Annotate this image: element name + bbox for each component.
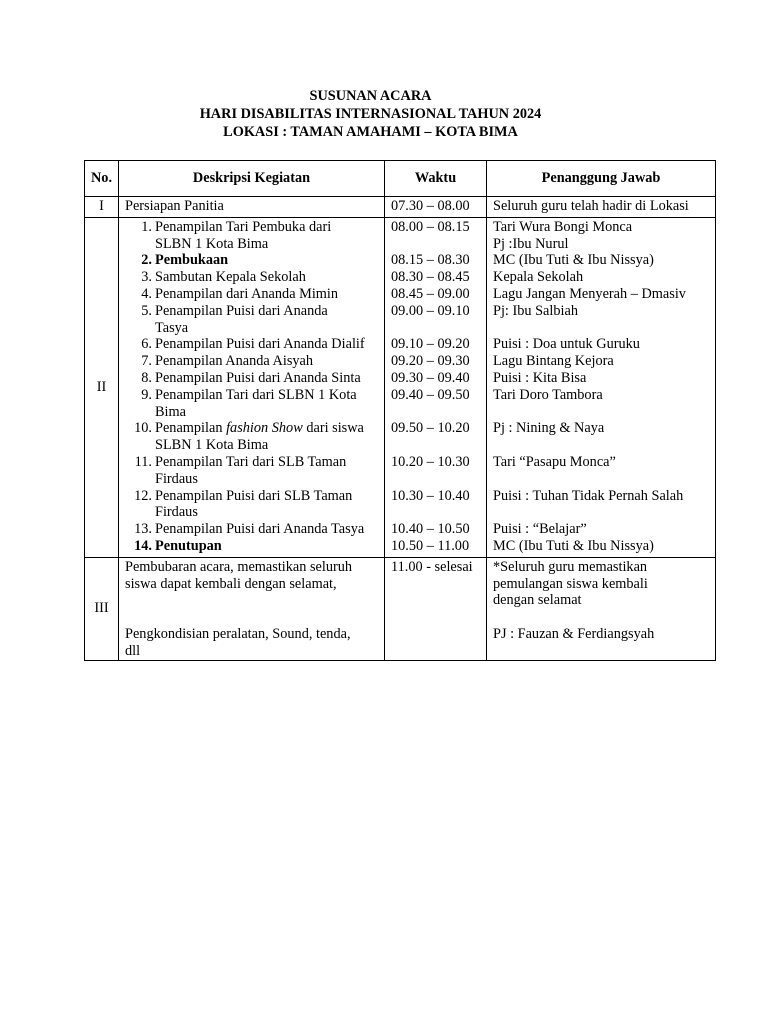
- title-line-2: HARI DISABILITAS INTERNASIONAL TAHUN 2024: [199, 106, 542, 122]
- row-number: III: [85, 557, 119, 660]
- list-item: 6. Penampilan Puisi dari Ananda Dialif: [141, 336, 365, 353]
- activity-text: Persiapan Panitia: [125, 198, 224, 214]
- header-waktu: Waktu: [385, 161, 487, 197]
- list-item: 11. Penampilan Tari dari SLB Taman Firdaus: [134, 453, 347, 487]
- pj-text: Pj: Ibu Salbiah: [493, 302, 578, 319]
- time-text: 09.20 – 09.30: [391, 353, 470, 370]
- time-text: 09.10 – 09.20: [391, 336, 470, 353]
- list-item: 3. Sambutan Kepala Sekolah: [141, 269, 306, 286]
- time-text: 10.50 – 11.00: [391, 537, 470, 554]
- time-text: 09.00 – 09.10: [391, 302, 470, 319]
- activity-text: Pembubaran acara, memastikan seluruh: [125, 558, 353, 575]
- list-item: 1. Penampilan Tari Pembuka dari SLBN 1 Kota Bima: [141, 218, 332, 252]
- time-text: 10.30 – 10.40: [391, 487, 470, 504]
- row-number: II: [85, 217, 119, 557]
- list-item: 9. Penampilan Tari dari SLBN 1 Kota Bima: [141, 386, 357, 420]
- pj-text: Puisi : Tuhan Tidak Pernah Salah: [493, 487, 684, 504]
- list-item: 14. Penutupan: [134, 537, 222, 554]
- pj-text: Kepala Sekolah: [493, 269, 584, 286]
- header-penanggung-jawab: Penanggung Jawab: [487, 161, 716, 197]
- time-text: 11.00 - selesai: [391, 558, 473, 575]
- list-item: 2. Pembukaan: [141, 252, 229, 269]
- pj-list: [487, 218, 715, 557]
- activity-list: [119, 218, 384, 557]
- time-text: 09.30 – 09.40: [391, 369, 470, 386]
- activity-text: Pengkondisian peralatan, Sound, tenda,: [125, 625, 351, 642]
- time-text: 07.30 – 08.00: [391, 198, 470, 214]
- table-row: [85, 217, 716, 557]
- activity-text: siswa dapat kembali dengan selamat,: [125, 575, 337, 592]
- pj-text: pemulangan siswa kembali: [493, 575, 648, 592]
- pj-text: Puisi : “Belajar”: [493, 521, 587, 538]
- time-text: 08.00 – 08.15: [391, 218, 470, 235]
- pj-text: Puisi : Kita Bisa: [493, 369, 587, 386]
- pj-text: Tari “Pasapu Monca”: [493, 453, 616, 470]
- pj-text: MC (Ibu Tuti & Ibu Nissya): [493, 252, 654, 269]
- pj-text: Tari Doro Tambora: [493, 386, 603, 403]
- time-text: 10.40 – 10.50: [391, 521, 470, 538]
- pj-text: Tari Wura Bongi Monca: [493, 218, 633, 235]
- pj-text: dengan selamat: [493, 592, 582, 609]
- schedule-table: [84, 160, 716, 661]
- row-number: I: [85, 197, 119, 218]
- title-line-1: SUSUNAN ACARA: [309, 88, 432, 104]
- time-text: 09.50 – 10.20: [391, 420, 470, 437]
- list-item: 7. Penampilan Ananda Aisyah: [141, 353, 314, 370]
- header-deskripsi: Deskripsi Kegiatan: [119, 161, 385, 197]
- table-header-row: [85, 161, 716, 197]
- header-no: No.: [85, 161, 119, 197]
- activity-text: dll: [125, 642, 141, 659]
- list-item: 5. Penampilan Puisi dari Ananda Tasya: [141, 302, 328, 336]
- pj-text: Lagu Bintang Kejora: [493, 353, 614, 370]
- list-item: 12. Penampilan Puisi dari SLB Taman Firdaus: [134, 487, 353, 521]
- table-row: [85, 197, 716, 218]
- pj-text: PJ : Fauzan & Ferdiangsyah: [493, 625, 655, 642]
- pj-text: MC (Ibu Tuti & Ibu Nissya): [493, 537, 654, 554]
- pj-text: Lagu Jangan Menyerah – Dmasiv: [493, 285, 686, 302]
- list-item: 13. Penampilan Puisi dari Ananda Tasya: [134, 521, 365, 538]
- time-text: 08.45 – 09.00: [391, 285, 470, 302]
- list-item: 10. Penampilan fashion Show dari siswa SLBN 1 Kota Bima: [134, 420, 364, 454]
- time-list: [385, 218, 486, 557]
- time-text: 08.30 – 08.45: [391, 269, 470, 286]
- pj-text: Seluruh guru telah hadir di Lokasi: [493, 198, 689, 214]
- time-text: 10.20 – 10.30: [391, 453, 470, 470]
- pj-text: Pj : Nining & Naya: [493, 420, 605, 437]
- list-item: 4. Penampilan dari Ananda Mimin: [141, 285, 339, 302]
- list-item: 8. Penampilan Puisi dari Ananda Sinta: [141, 369, 361, 386]
- pj-text: *Seluruh guru memastikan: [493, 558, 648, 575]
- time-text: 09.40 – 09.50: [391, 386, 470, 403]
- time-text: 08.15 – 08.30: [391, 252, 470, 269]
- title-line-3: LOKASI : TAMAN AMAHAMI – KOTA BIMA: [223, 124, 518, 140]
- pj-text: Pj :Ibu Nurul: [493, 235, 569, 252]
- table-row: [85, 557, 716, 660]
- pj-text: Puisi : Doa untuk Guruku: [493, 336, 640, 353]
